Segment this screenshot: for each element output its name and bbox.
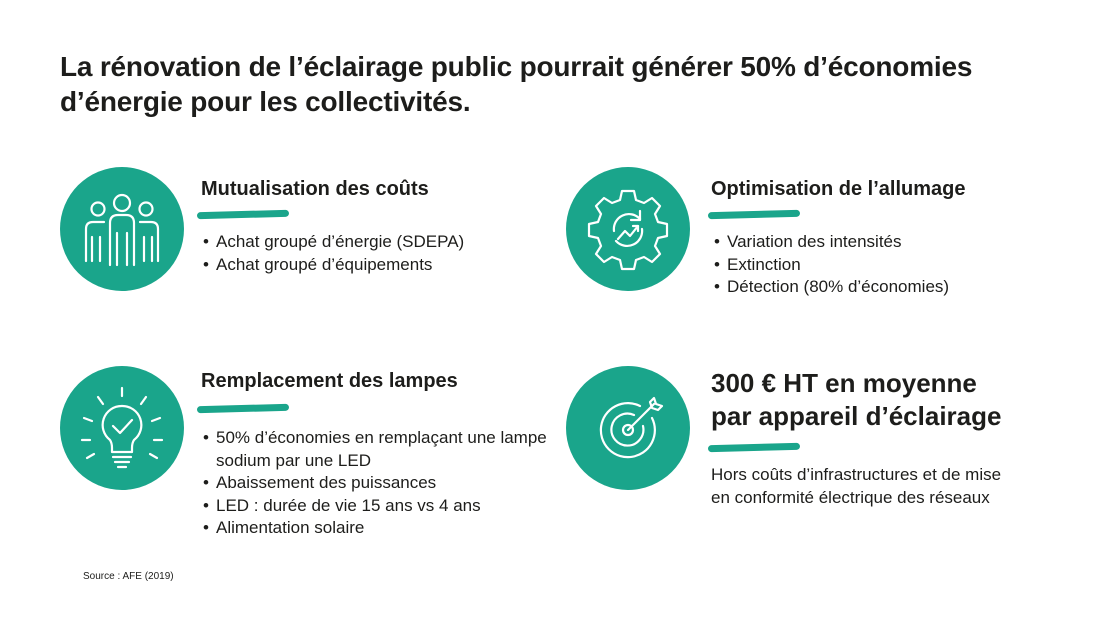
accent-bar xyxy=(708,443,800,452)
block-title-optimisation: Optimisation de l’allumage xyxy=(711,178,966,200)
list-item: • Abaissement des puissances xyxy=(203,472,553,495)
source-note: Source : AFE (2019) xyxy=(83,571,174,582)
block-title-cost xyxy=(711,367,1001,433)
list-item: • Variation des intensités xyxy=(714,231,1054,254)
target-arrow-icon xyxy=(566,366,690,490)
bullet-list-remplacement xyxy=(203,427,553,540)
cost-title-line-2: par appareil d’éclairage xyxy=(711,401,1002,431)
list-item: • LED : durée de vie 15 ans vs 4 ans xyxy=(203,495,553,518)
list-item: • Achat groupé d’équipements xyxy=(203,254,543,277)
accent-bar xyxy=(708,210,800,219)
cost-note: Hors coûts d’infrastructures et de mise en conformité électrique des réseaux xyxy=(711,465,1002,507)
list-item: • Détection (80% d’économies) xyxy=(714,276,1054,299)
bullet-list-mutualisation xyxy=(203,231,543,276)
block-title-mutualisation: Mutualisation des coûts xyxy=(201,178,429,200)
gear-growth-icon xyxy=(566,167,690,291)
people-group-icon xyxy=(60,167,184,291)
block-title-remplacement: Remplacement des lampes xyxy=(201,370,458,392)
cost-title-line-1: 300 € HT en moyenne xyxy=(711,368,977,398)
accent-bar xyxy=(197,404,289,413)
list-item: • Extinction xyxy=(714,254,1054,277)
accent-bar xyxy=(197,210,289,219)
bullet-list-optimisation xyxy=(714,231,1054,299)
list-item: • 50% d’économies en remplaçant une lampe sodium par une LED xyxy=(203,427,553,472)
list-item: • Achat groupé d’énergie (SDEPA) xyxy=(203,231,543,254)
page-title: La rénovation de l’éclairage public pourrait générer 50% d’économies d’énergie pour les collectivités. xyxy=(60,51,973,117)
list-item: • Alimentation solaire xyxy=(203,517,553,540)
lightbulb-check-icon xyxy=(60,366,184,490)
